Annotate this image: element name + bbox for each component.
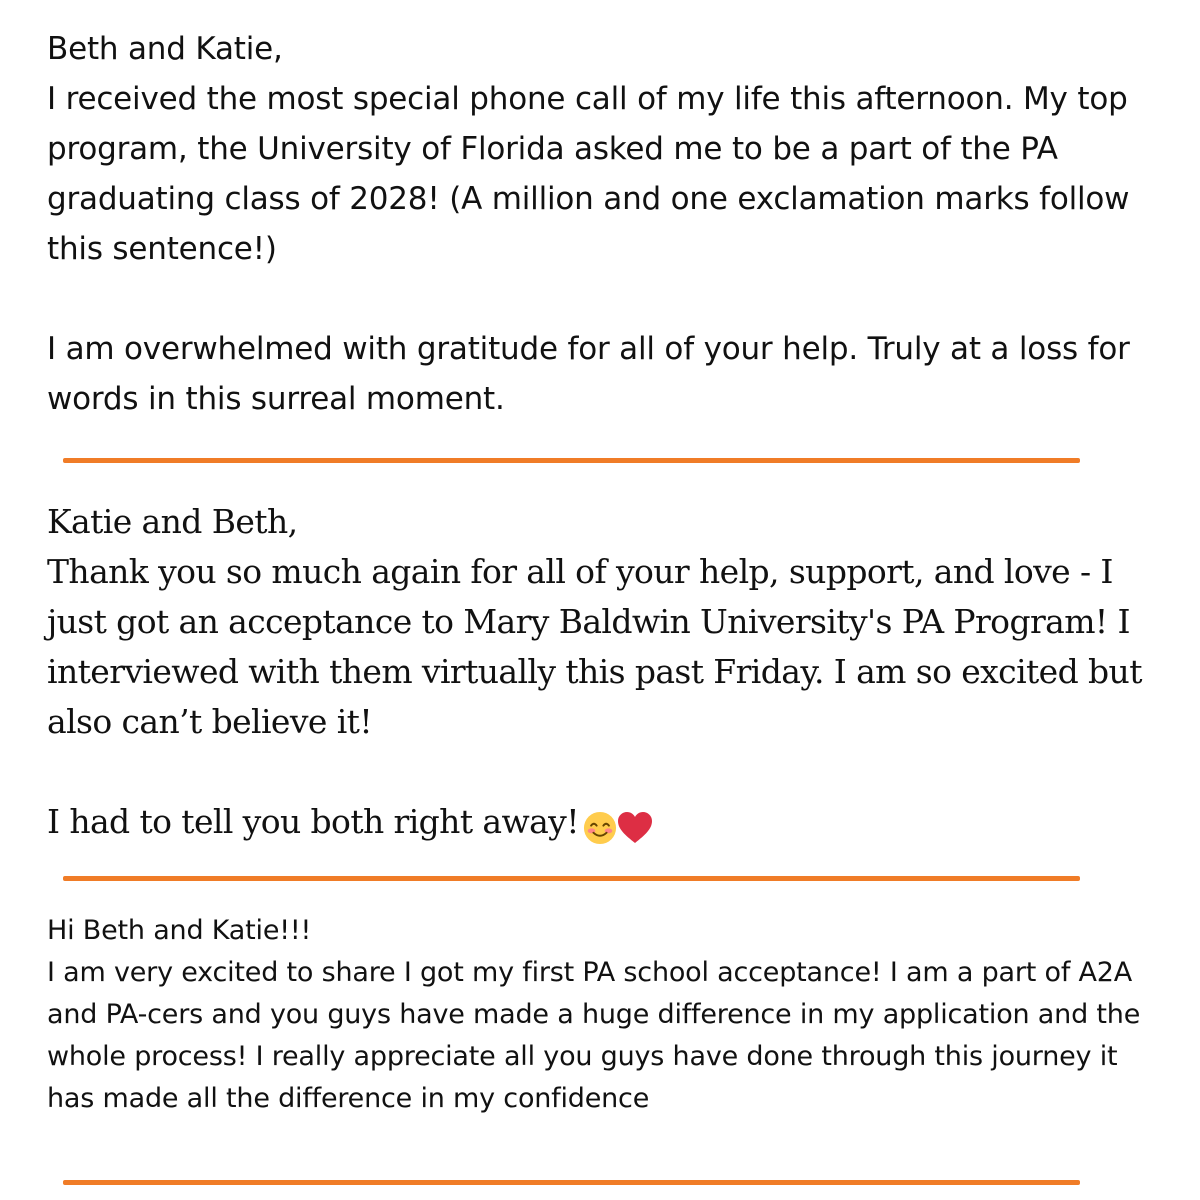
testimonial-greeting: Beth and Katie,	[47, 31, 283, 67]
testimonial-body: Thank you so much again for all of your help, support, and love - I just got an acceptance to Mary Baldwin University's PA Program! I interviewed with them virtually this past Friday. I am so excited but also can’t believe it!	[47, 552, 1152, 741]
testimonial-greeting: Katie and Beth,	[47, 502, 298, 541]
testimonial-mary-baldwin	[47, 497, 1160, 851]
testimonial-first-acceptance	[47, 910, 1160, 1120]
testimonial-closing: I am overwhelmed with gratitude for all of your help. Truly at a loss for words in this surreal moment.	[47, 331, 1140, 417]
testimonial-uf	[47, 24, 1160, 424]
testimonial-closing: I had to tell you both right away!	[47, 802, 579, 841]
testimonial-greeting: Hi Beth and Katie!!!	[47, 915, 312, 946]
testimonial-body: I am very excited to share I got my first PA school acceptance! I am a part of A2A and PA-cers and you guys have made a huge difference in my application and the whole process! I really appreciate all you guys have done through this journey it has made all the difference in my confidence	[47, 957, 1149, 1114]
emoji-group	[583, 801, 653, 851]
orange-divider	[63, 876, 1080, 881]
red-heart-icon	[617, 811, 653, 845]
testimonial-body: I received the most special phone call of my life this afternoon. My top program, the University of Florida asked me to be a part of the PA graduating class of 2028! (A million and one exclamation marks follow this sentence!)	[47, 81, 1139, 267]
smiling-face-with-blush-icon	[583, 811, 617, 845]
orange-divider	[63, 1180, 1080, 1185]
testimonial-closing-line	[47, 797, 1160, 851]
orange-divider	[63, 458, 1080, 463]
